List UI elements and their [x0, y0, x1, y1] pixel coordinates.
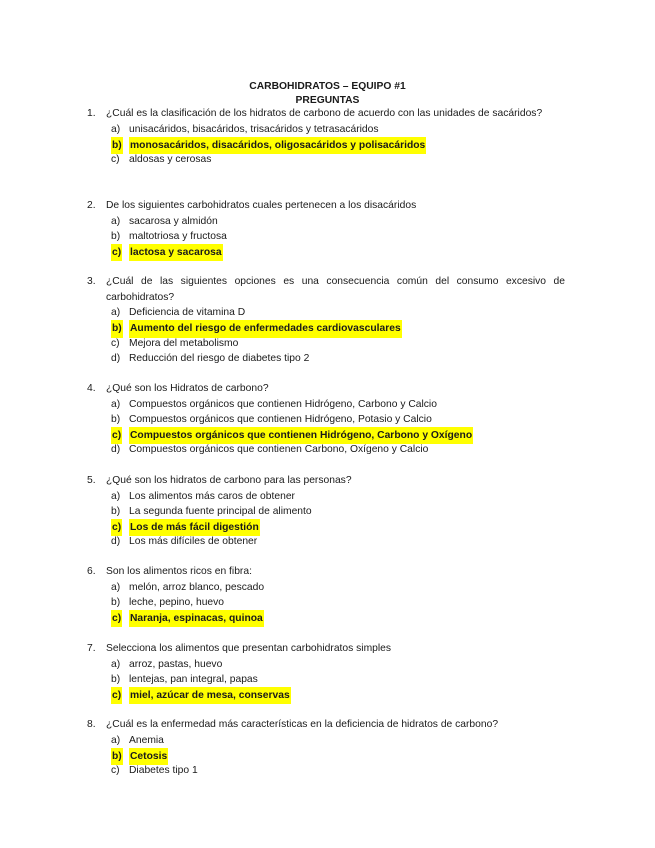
- option-letter: c): [111, 765, 120, 777]
- question-item: [87, 274, 565, 366]
- option-letter: b): [111, 596, 121, 608]
- option-letter: c): [111, 687, 122, 704]
- option-correct-highlighted: [111, 137, 565, 152]
- question-number: 7.: [87, 643, 96, 654]
- option-text: Naranja, espinacas, quinoa: [129, 610, 264, 627]
- question-item: [87, 641, 565, 702]
- option-letter: a): [111, 307, 121, 319]
- question-item: [87, 564, 565, 625]
- option-text: miel, azúcar de mesa, conservas: [129, 687, 291, 704]
- option-correct-highlighted: [111, 610, 565, 625]
- option-letter: c): [111, 154, 120, 166]
- option-item: [111, 580, 565, 595]
- option-item: [111, 595, 565, 610]
- option-correct-highlighted: [111, 519, 565, 534]
- option-text: lentejas, pan integral, papas: [129, 673, 258, 685]
- question-item: [87, 473, 565, 550]
- question-text: De los siguientes carbohidratos cuales pertenecen a los disacáridos: [106, 200, 417, 211]
- option-text: Compuestos orgánicos que contienen Hidrógeno, Carbono y Oxígeno: [129, 427, 473, 444]
- question-text: ¿Cuál de las siguientes opciones es una consecuencia común del consumo excesivo de carbohidratos?: [106, 276, 565, 303]
- option-letter: a): [111, 398, 121, 410]
- option-correct-highlighted: [111, 320, 565, 335]
- option-text: Reducción del riesgo de diabetes tipo 2: [129, 353, 310, 365]
- question-item: [87, 381, 565, 458]
- option-letter: d): [111, 444, 121, 456]
- option-text: Diabetes tipo 1: [129, 765, 198, 777]
- option-letter: a): [111, 734, 121, 746]
- question-text: ¿Cuál es la enfermedad más características en la deficiencia de hidratos de carbono?: [106, 719, 499, 730]
- option-letter: b): [111, 320, 123, 337]
- option-letter: b): [111, 748, 123, 765]
- option-letter: b): [111, 230, 121, 242]
- option-item: [111, 351, 565, 366]
- option-text: Compuestos orgánicos que contienen Carbono, Oxígeno y Calcio: [129, 444, 429, 456]
- option-item: [111, 534, 565, 549]
- option-letter: a): [111, 123, 121, 135]
- option-item: [111, 305, 565, 320]
- document-title: CARBOHIDRATOS – EQUIPO #1: [249, 81, 406, 92]
- question-text: Selecciona los alimentos que presentan carbohidratos simples: [106, 643, 392, 654]
- option-text: arroz, pastas, huevo: [129, 658, 223, 670]
- document-subtitle: PREGUNTAS: [295, 95, 360, 106]
- question-number: 4.: [87, 383, 96, 394]
- option-correct-highlighted: [111, 427, 565, 442]
- option-item: [111, 672, 565, 687]
- option-letter: b): [111, 413, 121, 425]
- option-item: [111, 122, 565, 137]
- option-text: Los de más fácil digestión: [129, 519, 260, 536]
- option-text: monosacáridos, disacáridos, oligosacáridos y polisacáridos: [129, 137, 426, 154]
- option-text: Compuestos orgánicos que contienen Hidrógeno, Potasio y Calcio: [129, 413, 432, 425]
- question-number: 8.: [87, 719, 96, 730]
- option-text: maltotriosa y fructosa: [129, 230, 227, 242]
- option-item: [111, 397, 565, 412]
- option-letter: a): [111, 215, 121, 227]
- option-item: [111, 214, 565, 229]
- option-text: La segunda fuente principal de alimento: [129, 505, 312, 517]
- question-item: [87, 717, 565, 778]
- option-text: Mejora del metabolismo: [129, 337, 239, 349]
- option-item: [111, 733, 565, 748]
- option-letter: d): [111, 353, 121, 365]
- question-item: [87, 198, 565, 259]
- question-text: Son los alimentos ricos en fibra:: [106, 566, 252, 577]
- option-text: leche, pepino, huevo: [129, 596, 225, 608]
- option-item: [111, 657, 565, 672]
- option-item: [111, 442, 565, 457]
- option-letter: c): [111, 610, 122, 627]
- option-letter: a): [111, 658, 121, 670]
- option-text: lactosa y sacarosa: [129, 244, 223, 261]
- option-list: [87, 580, 565, 626]
- option-text: melón, arroz blanco, pescado: [129, 581, 265, 593]
- option-item: [111, 763, 565, 778]
- question-number: 5.: [87, 475, 96, 486]
- option-list: [87, 397, 565, 458]
- question-text: ¿Qué son los Hidratos de carbono?: [106, 383, 269, 394]
- option-letter: d): [111, 536, 121, 548]
- option-correct-highlighted: [111, 748, 565, 763]
- option-list: [87, 305, 565, 366]
- option-text: Cetosis: [129, 748, 168, 765]
- option-text: Aumento del riesgo de enfermedades cardiovasculares: [129, 320, 402, 337]
- option-correct-highlighted: [111, 244, 565, 259]
- option-text: Los más difíciles de obtener: [129, 536, 258, 548]
- question-number: 1.: [87, 108, 96, 119]
- option-list: [87, 733, 565, 779]
- option-text: sacarosa y almidón: [129, 215, 218, 227]
- option-text: Los alimentos más caros de obtener: [129, 490, 295, 502]
- option-item: [111, 504, 565, 519]
- option-item: [111, 489, 565, 504]
- question-number: 6.: [87, 566, 96, 577]
- option-letter: a): [111, 490, 121, 502]
- option-item: [111, 229, 565, 244]
- question-text: ¿Qué son los hidratos de carbono para las personas?: [106, 475, 352, 486]
- option-letter: a): [111, 581, 121, 593]
- option-letter: c): [111, 337, 120, 349]
- question-number: 3.: [87, 276, 96, 287]
- option-item: [111, 336, 565, 351]
- option-letter: c): [111, 519, 122, 536]
- option-text: aldosas y cerosas: [129, 154, 212, 166]
- option-text: Deficiencia de vitamina D: [129, 307, 246, 319]
- option-text: Anemia: [129, 734, 164, 746]
- option-item: [111, 412, 565, 427]
- option-letter: b): [111, 505, 121, 517]
- question-number: 2.: [87, 200, 96, 211]
- option-correct-highlighted: [111, 687, 565, 702]
- option-letter: b): [111, 673, 121, 685]
- option-item: [111, 152, 565, 167]
- option-list: [87, 657, 565, 703]
- option-letter: b): [111, 137, 123, 154]
- option-letter: c): [111, 427, 122, 444]
- option-text: Compuestos orgánicos que contienen Hidrógeno, Carbono y Calcio: [129, 398, 437, 410]
- option-list: [87, 122, 565, 168]
- option-letter: c): [111, 244, 122, 261]
- option-list: [87, 489, 565, 550]
- option-list: [87, 214, 565, 260]
- question-text: ¿Cuál es la clasificación de los hidratos de carbono de acuerdo con las unidades de sacáridos?: [106, 108, 543, 119]
- question-item: [87, 106, 565, 167]
- option-text: unisacáridos, bisacáridos, trisacáridos y tetrasacáridos: [129, 123, 379, 135]
